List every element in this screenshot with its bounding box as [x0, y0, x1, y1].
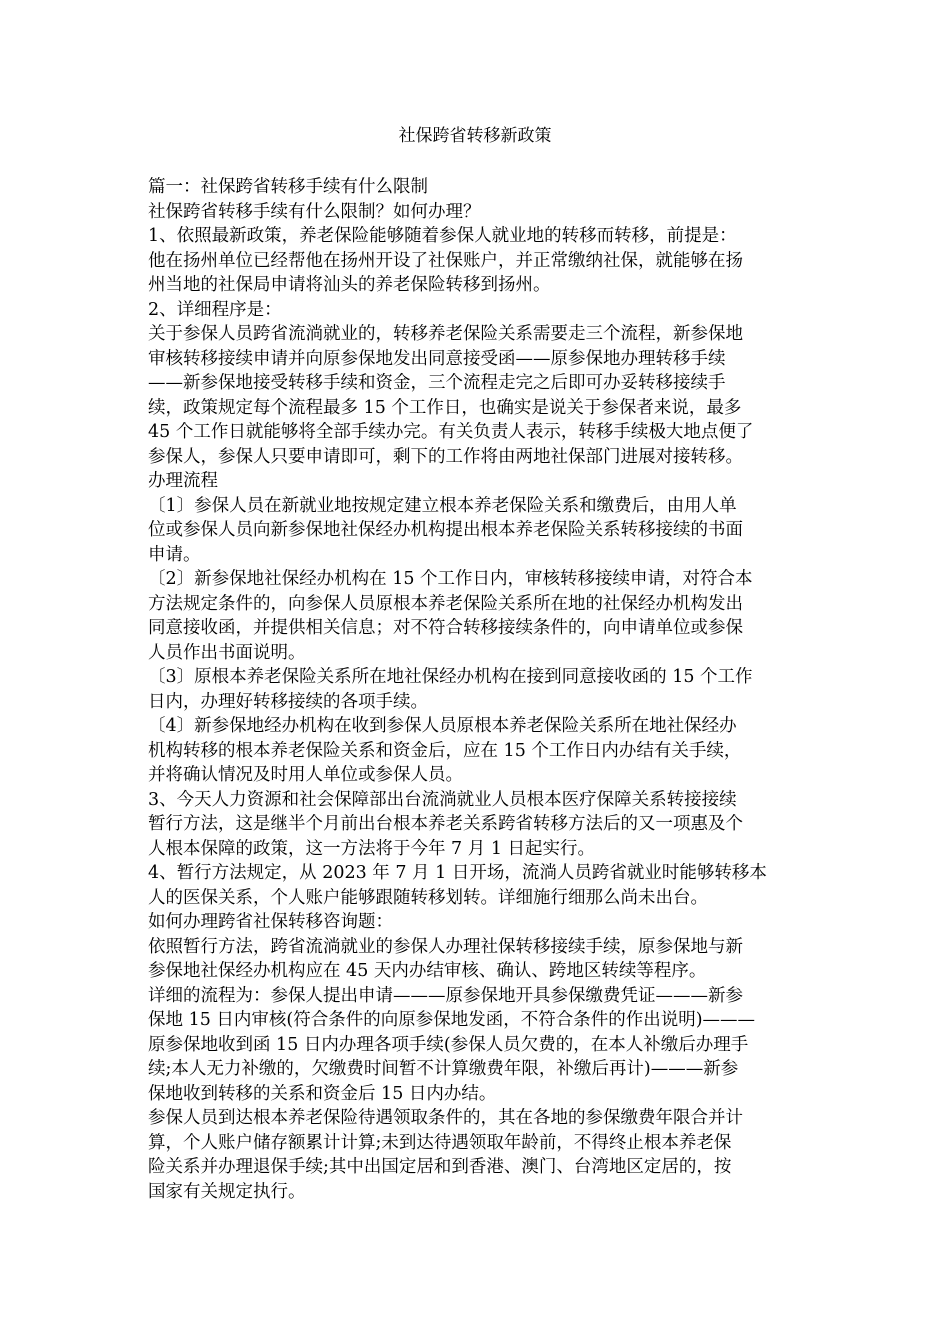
text-line: 保地 15 日内审核(符合条件的向原参保地发函，不符合条件的作出说明)——— [148, 1010, 756, 1030]
text-line: 1、依照最新政策，养老保险能够随着参保人就业地的转移而转移，前提是： [148, 226, 737, 246]
document-title: 社保跨省转移新政策 [398, 126, 552, 146]
text-line: 人根本保障的政策，这一方法将于今年 7 月 1 日起实行。 [148, 838, 596, 859]
text-line: 详细的流程为：参保人提出申请———原参保地开具参保缴费凭证———新参 [148, 985, 743, 1006]
text-line: 申请。 [148, 544, 201, 565]
text-line: 关于参保人员跨省流淌就业的，转移养老保险关系需要走三个流程，新参保地 [148, 324, 743, 344]
text-line: 保地收到转移的关系和资金后 15 日内办结。 [148, 1083, 497, 1104]
text-line: 人的医保关系，个人账户能够跟随转移划转。详细施行细那么尚未出台。 [148, 887, 708, 908]
text-line: 参保人，参保人只要申请即可，剩下的工作将由两地社保部门进展对接转移。 [148, 446, 743, 467]
text-line: 险关系并办理退保手续;其中出国定居和到香港、澳门、台湾地区定居的，按 [148, 1157, 732, 1177]
text-line: 他在扬州单位已经帮他在扬州开设了社保账户，并正常缴纳社保，就能够在扬 [148, 250, 743, 271]
text-line: 依照暂行方法，跨省流淌就业的参保人办理社保转移接续手续，原参保地与新 [148, 936, 743, 957]
text-line: 45 个工作日就能够将全部手续办完。有关负责人表示，转移手续极大地点便了 [148, 422, 754, 442]
text-line: 3、今天人力资源和社会保障部出台流淌就业人员根本医疗保障关系转接接续 [148, 789, 737, 810]
text-line: 4、暂行方法规定，从 2023 年 7 月 1 日开场，流淌人员跨省就业时能够转移本 [148, 863, 767, 883]
text-line: 州当地的社保局申请将汕头的养老保险转移到扬州。 [148, 275, 551, 295]
text-line: 续，政策规定每个流程最多 15 个工作日，也确实是说关于参保者来说，最多 [148, 397, 742, 418]
text-line: 〔4〕新参保地经办机构在收到参保人员原根本养老保险关系所在地社保经办 [148, 716, 737, 736]
text-line: 办理流程 [148, 471, 218, 491]
text-line: 方法规定条件的，向参保人员原根本养老保险关系所在地的社保经办机构发出 [148, 593, 743, 614]
text-line: 篇一：社保跨省转移手续有什么限制 [148, 177, 428, 197]
text-line: 续;本人无力补缴的，欠缴费时间暂不计算缴费年限，补缴后再计)———新参 [148, 1059, 739, 1079]
text-line: 暂行方法，这是继半个月前出台根本养老关系跨省转移方法后的又一项惠及个 [148, 814, 743, 834]
text-line: 参保地社保经办机构应在 45 天内办结审核、确认、跨地区转续等程序。 [148, 961, 707, 981]
text-line: 机构转移的根本养老保险关系和资金后，应在 15 个工作日内办结有关手续， [148, 740, 742, 761]
text-line: 原参保地收到函 15 日内办理各项手续(参保人员欠费的，在本人补缴后办理手 [148, 1034, 749, 1055]
text-line: 社保跨省转移手续有什么限制？如何办理？ [148, 201, 481, 222]
text-line: 参保人员到达根本养老保险待遇领取条件的，其在各地的参保缴费年限合并计 [148, 1108, 743, 1128]
text-line: 如何办理跨省社保转移咨询题： [148, 912, 393, 932]
document-body [148, 175, 803, 1204]
text-line: 〔1〕参保人员在新就业地按规定建立根本养老保险关系和缴费后，由用人单 [148, 495, 737, 516]
text-line: 〔3〕原根本养老保险关系所在地社保经办机构在接到同意接收函的 15 个工作 [148, 667, 753, 687]
text-line: 日内，办理好转移接续的各项手续。 [148, 691, 428, 712]
text-line: 位或参保人员向新参保地社保经办机构提出根本养老保险关系转移接续的书面 [148, 520, 743, 540]
text-line: 并将确认情况及时用人单位或参保人员。 [148, 765, 463, 785]
text-line: 〔2〕新参保地社保经办机构在 15 个工作日内，审核转移接续申请，对符合本 [148, 569, 753, 589]
text-line: 审核转移接续申请并向原参保地发出同意接受函——原参保地办理转移手续 [148, 348, 726, 369]
text-line: 国家有关规定执行。 [148, 1181, 306, 1202]
text-line: ——新参保地接受转移手续和资金，三个流程走完之后即可办妥转移接续手 [148, 373, 726, 393]
text-line: 算，个人账户储存额累计计算;未到达待遇领取年龄前，不得终止根本养老保 [148, 1132, 732, 1153]
text-line: 同意接收函，并提供相关信息；对不符合转移接续条件的，向申请单位或参保 [148, 618, 743, 638]
text-line: 人员作出书面说明。 [148, 642, 306, 663]
text-line: 2、详细程序是： [148, 299, 282, 320]
